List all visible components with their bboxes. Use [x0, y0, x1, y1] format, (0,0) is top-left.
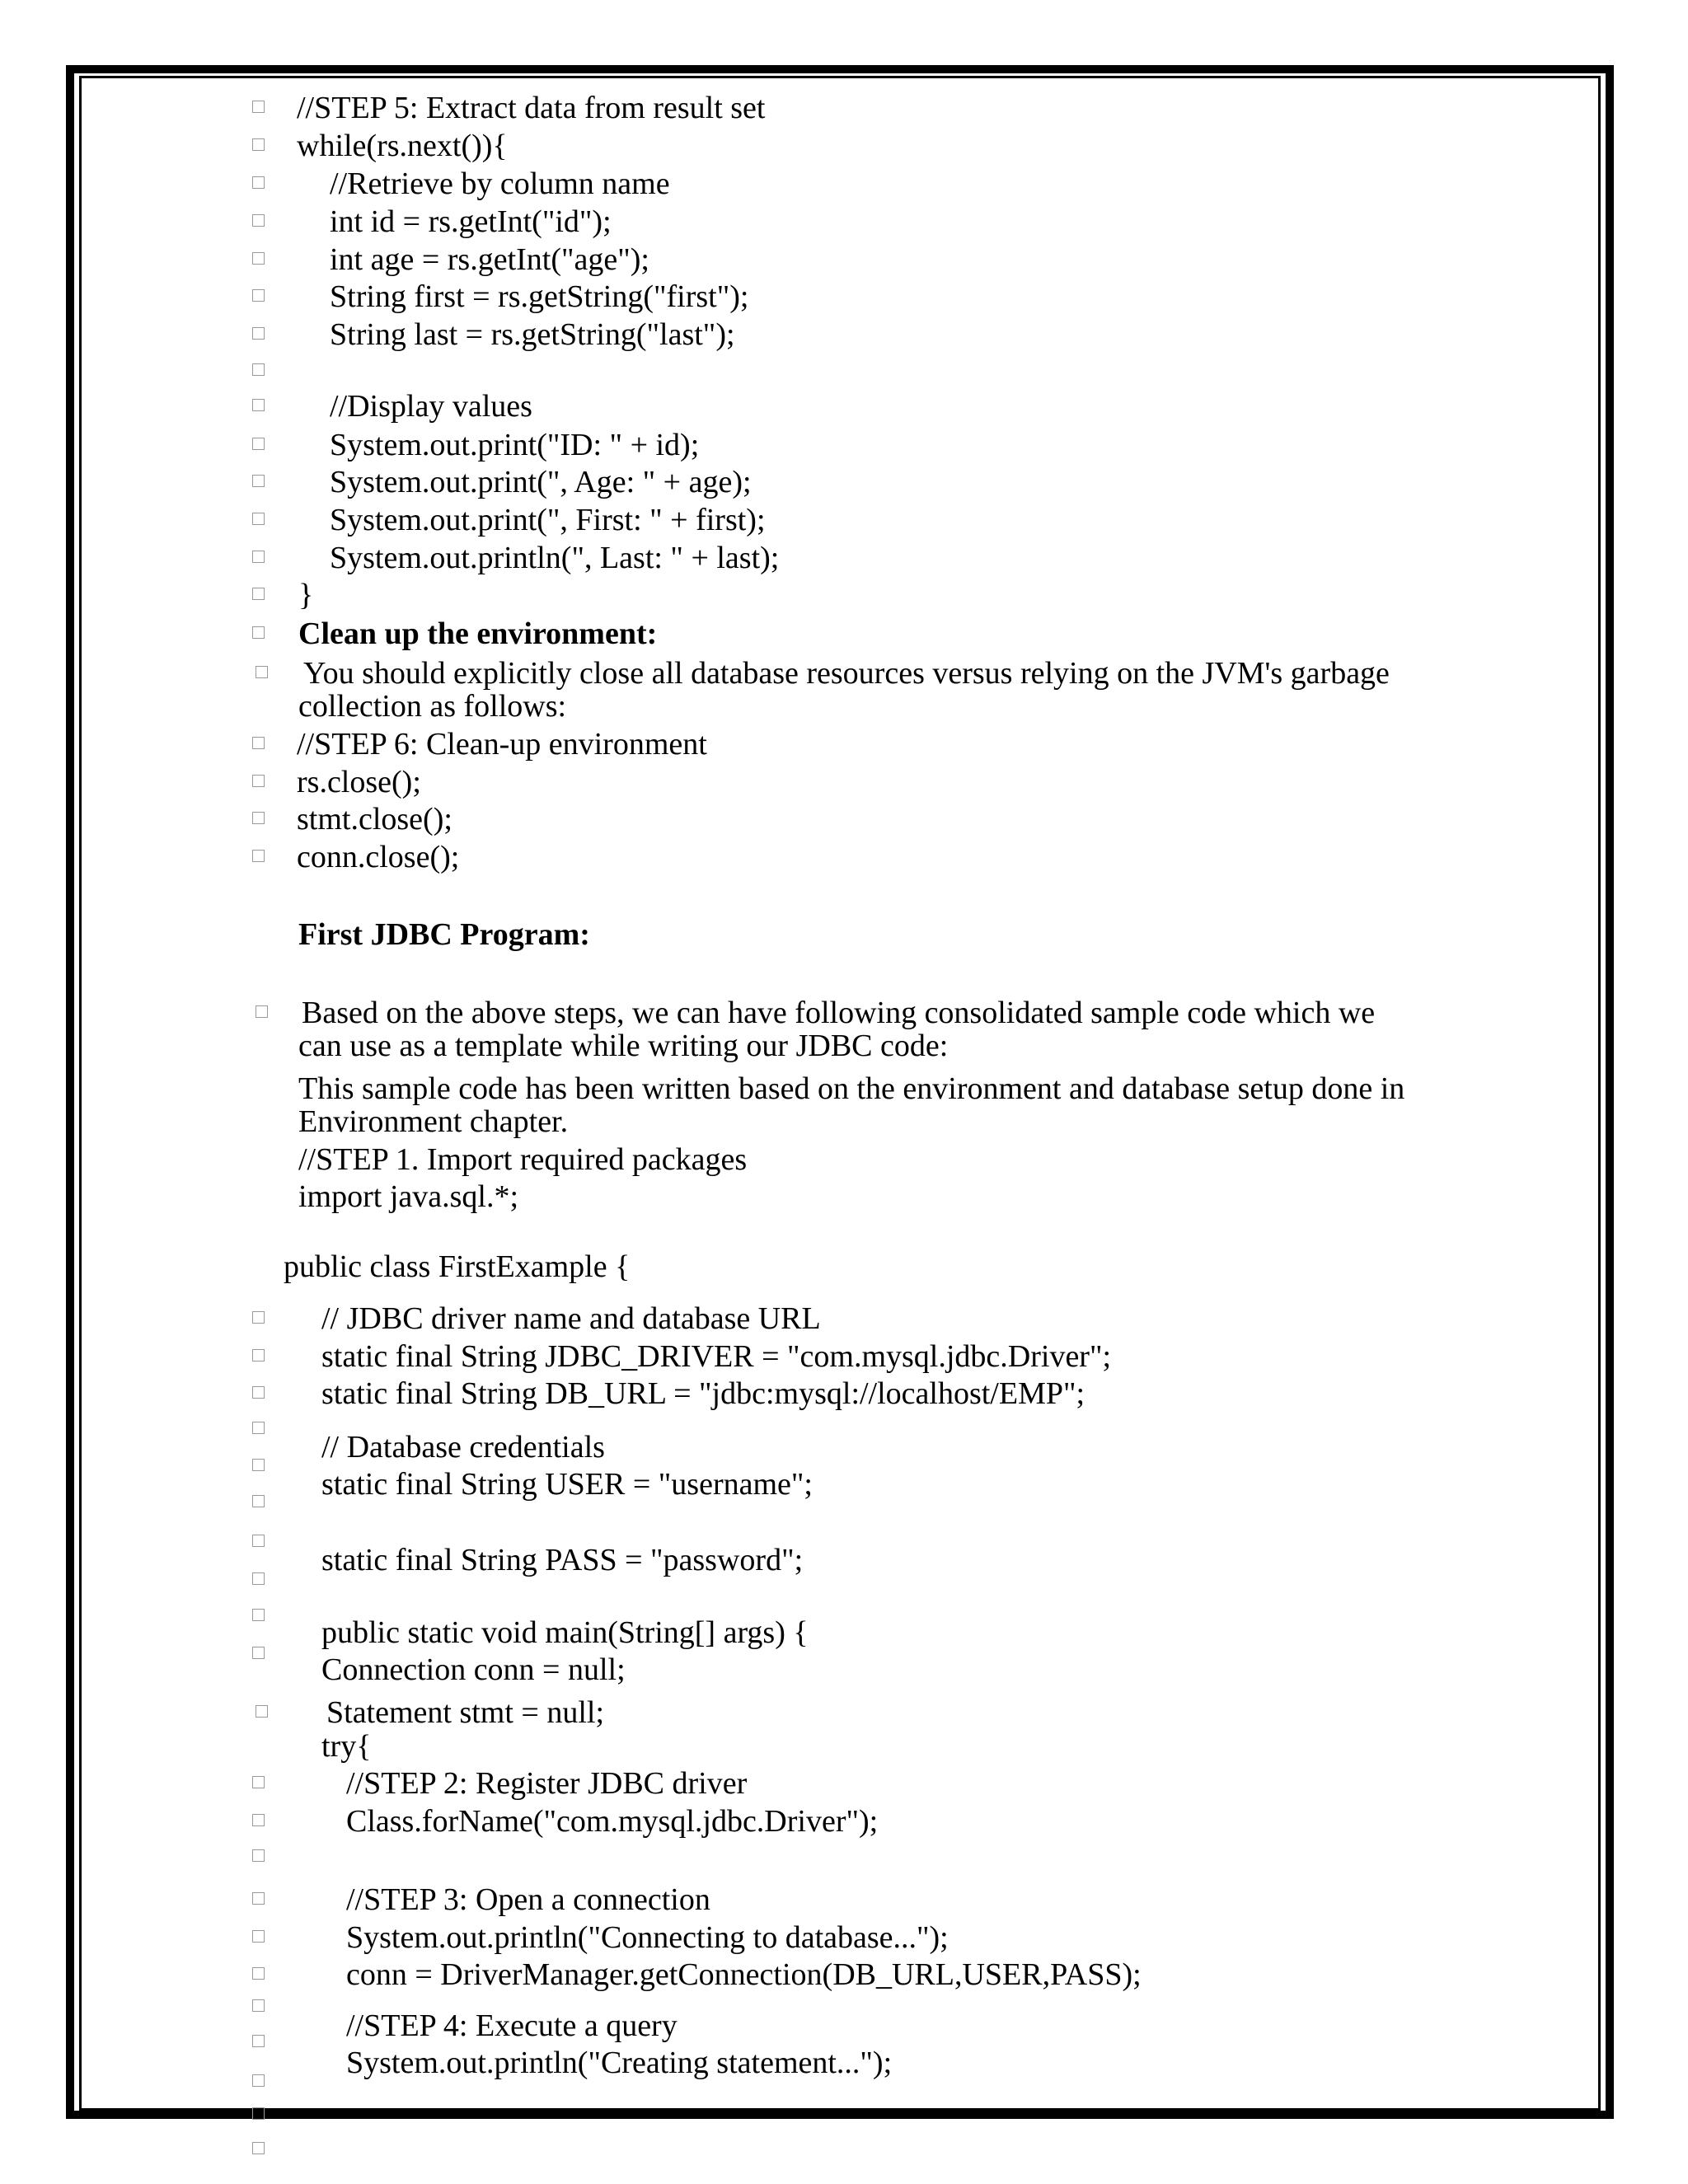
text-line: try{ — [321, 1729, 372, 1764]
text-line: static final String USER = "username"; — [321, 1467, 813, 1502]
text-line: You should explicitly close all database resources versus relying on the JVM's garbage — [303, 656, 1390, 691]
bullet-box-icon — [252, 1999, 265, 2012]
bullet-box-icon — [252, 1495, 265, 1507]
bullet-box-icon — [252, 252, 265, 265]
bullet-box-icon — [252, 327, 265, 340]
text-line: public class FirstExample { — [284, 1249, 631, 1284]
text-line: //Retrieve by column name — [330, 166, 670, 201]
text-line: Based on the above steps, we can have following consolidated sample code which we — [302, 996, 1376, 1030]
text-line: static final String JDBC_DRIVER = "com.mysql.jdbc.Driver"; — [321, 1339, 1112, 1374]
text-line: conn = DriverManager.getConnection(DB_URL,USER,PASS); — [346, 1957, 1142, 1992]
text-line: static final String DB_URL = "jdbc:mysql://localhost/EMP"; — [321, 1376, 1085, 1411]
bullet-box-icon — [252, 101, 265, 113]
text-line: int id = rs.getInt("id"); — [330, 204, 612, 239]
bullet-box-icon — [252, 2035, 265, 2047]
bullet-box-icon — [252, 626, 265, 639]
text-line: stmt.close(); — [297, 802, 452, 837]
text-line: int age = rs.getInt("age"); — [330, 242, 649, 277]
text-line: public static void main(String[] args) { — [321, 1615, 809, 1650]
bullet-box-icon — [252, 1849, 265, 1862]
bullet-box-icon — [252, 289, 265, 302]
text-line: //STEP 1. Import required packages — [298, 1142, 748, 1177]
text-line: Environment chapter. — [298, 1104, 569, 1139]
text-line: // JDBC driver name and database URL — [321, 1301, 821, 1336]
bullet-box-icon — [252, 176, 265, 189]
bullet-box-icon — [252, 138, 265, 151]
text-line: Statement stmt = null; — [326, 1695, 605, 1730]
bullet-box-icon — [252, 850, 265, 862]
bullet-box-icon — [252, 1459, 265, 1471]
bullet-box-icon — [256, 1005, 268, 1018]
text-line: //Display values — [330, 389, 532, 424]
text-line: } — [298, 578, 314, 612]
text-line: Connection conn = null; — [321, 1652, 626, 1687]
text-line: //STEP 2: Register JDBC driver — [346, 1766, 748, 1801]
text-line: System.out.println("Creating statement..."); — [346, 2046, 893, 2080]
text-line: String first = rs.getString("first"); — [330, 279, 749, 314]
bullet-box-icon — [252, 1776, 265, 1788]
bullet-box-icon — [252, 1311, 265, 1324]
bullet-box-icon — [252, 1422, 265, 1434]
text-line: static final String PASS = "password"; — [321, 1543, 804, 1577]
bullet-box-icon — [256, 666, 268, 678]
text-line: //STEP 4: Execute a query — [346, 2008, 678, 2043]
bullet-box-icon — [252, 1386, 265, 1399]
text-line: import java.sql.*; — [298, 1179, 519, 1214]
text-line: System.out.print(", First: " + first); — [330, 503, 766, 537]
bullet-box-icon — [252, 1535, 265, 1547]
bullet-box-icon — [256, 1705, 268, 1718]
bullet-box-icon — [252, 1609, 265, 1621]
bullet-box-icon — [252, 1572, 265, 1585]
bullet-box-icon — [252, 1647, 265, 1659]
bullet-box-icon — [252, 2142, 265, 2154]
bullet-box-icon — [252, 363, 265, 376]
text-line: System.out.print(", Age: " + age); — [330, 465, 752, 499]
text-line: System.out.println("Connecting to database..."); — [346, 1920, 949, 1955]
bullet-box-icon — [252, 551, 265, 563]
text-line: rs.close(); — [297, 765, 421, 799]
section-heading: First JDBC Program: — [298, 917, 590, 952]
text-line: This sample code has been written based on the environment and database setup done in — [298, 1071, 1405, 1106]
bullet-box-icon — [252, 513, 265, 525]
bullet-box-icon — [252, 1349, 265, 1361]
bullet-box-icon — [252, 438, 265, 450]
bullet-box-icon — [252, 2107, 265, 2120]
text-line: //STEP 5: Extract data from result set — [297, 91, 766, 125]
text-line: String last = rs.getString("last"); — [330, 317, 735, 352]
bullet-box-icon — [252, 2074, 265, 2087]
text-line: System.out.print("ID: " + id); — [330, 428, 700, 462]
bullet-box-icon — [252, 475, 265, 487]
bullet-box-icon — [252, 588, 265, 600]
bullet-box-icon — [252, 1930, 265, 1943]
bullet-box-icon — [252, 737, 265, 749]
bullet-box-icon — [252, 1967, 265, 1980]
bullet-box-icon — [252, 214, 265, 227]
text-line: Class.forName("com.mysql.jdbc.Driver"); — [346, 1804, 879, 1839]
text-line: //STEP 6: Clean-up environment — [297, 727, 707, 762]
section-heading: Clean up the environment: — [298, 616, 658, 651]
bullet-box-icon — [252, 1892, 265, 1905]
bullet-box-icon — [252, 399, 265, 411]
text-line: collection as follows: — [298, 689, 567, 724]
bullet-box-icon — [252, 775, 265, 787]
text-line: //STEP 3: Open a connection — [346, 1882, 710, 1917]
text-line: while(rs.next()){ — [297, 129, 508, 163]
text-line: conn.close(); — [297, 840, 460, 874]
text-line: can use as a template while writing our JDBC code: — [298, 1029, 949, 1063]
bullet-box-icon — [252, 812, 265, 824]
text-line: // Database credentials — [321, 1430, 605, 1465]
bullet-box-icon — [252, 1814, 265, 1826]
text-line: System.out.println(", Last: " + last); — [330, 541, 780, 575]
